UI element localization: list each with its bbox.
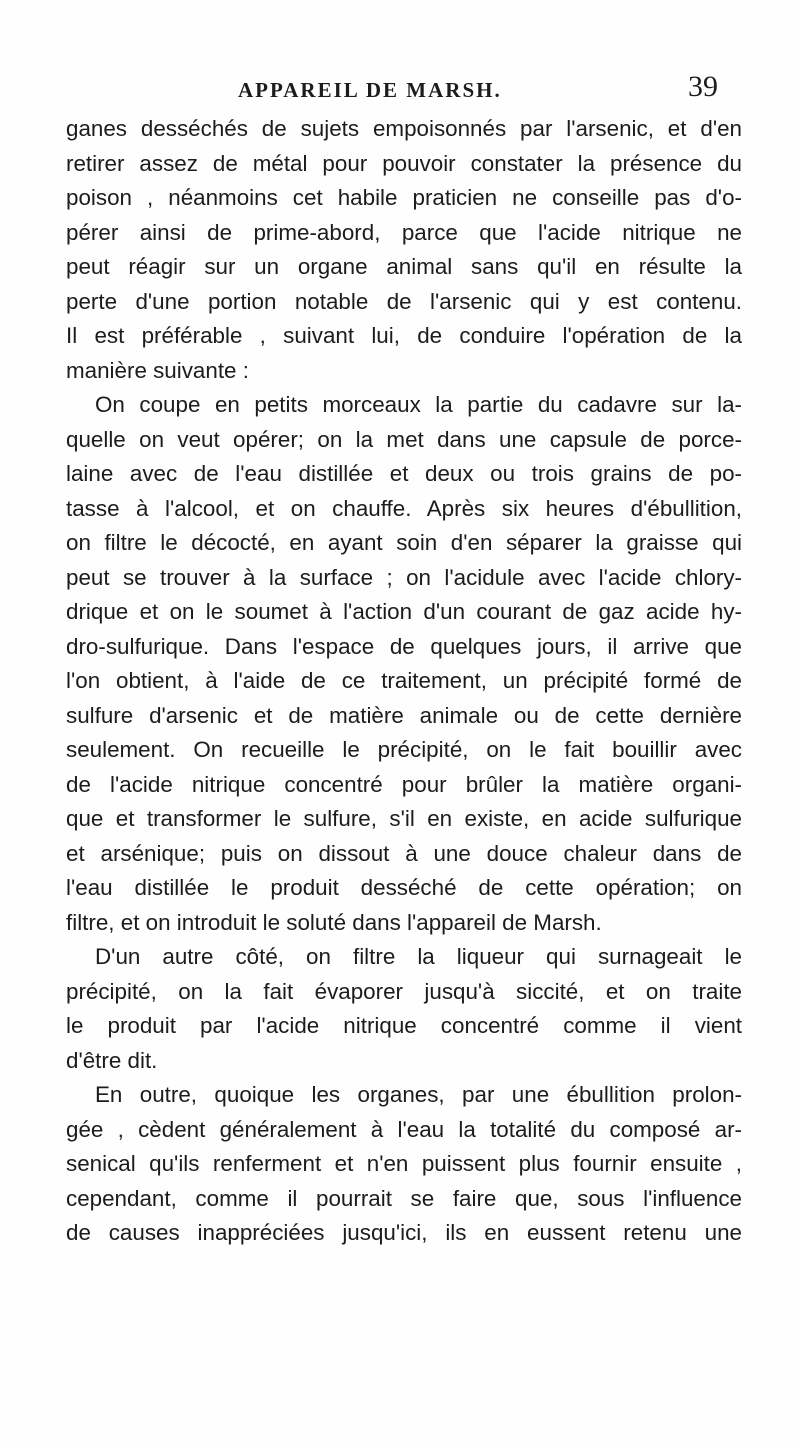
text-line: poison , néanmoins cet habile praticien ne conseille pas d'o- (66, 185, 742, 210)
text-line: peut se trouver à la surface ; on l'acidule avec l'acide chlory- (66, 564, 742, 590)
text-line: D'un autre côté, on filtre la liqueur qui surnageait le (95, 944, 742, 969)
text-line: pérer ainsi de prime-abord, parce que l'acide nitrique ne (66, 219, 742, 245)
text-line: l'eau distillée le produit desséché de cette opération; on (66, 875, 742, 900)
text-line: cependant, comme il pourrait se faire que, sous l'influence (66, 1185, 742, 1211)
body-text (66, 112, 742, 1251)
text-line: que et transformer le sulfure, s'il en existe, en acide sulfurique (66, 806, 742, 831)
text-line: dro-sulfurique. Dans l'espace de quelques jours, il arrive que (66, 633, 742, 659)
text-line: drique et on le soumet à l'action d'un courant de gaz acide hy- (66, 599, 742, 624)
text-line: gée , cèdent généralement à l'eau la totalité du composé ar- (66, 1116, 742, 1142)
text-line: En outre, quoique les organes, par une ébullition prolon- (95, 1082, 742, 1107)
text-line: le produit par l'acide nitrique concentré comme il vient (66, 1013, 742, 1038)
text-line: d'être dit. (66, 1047, 158, 1073)
text-line: On coupe en petits morceaux la partie du cadavre sur la- (95, 392, 742, 417)
text-line: manière suivante : (66, 357, 249, 383)
text-line: et arsénique; puis on dissout à une douce chaleur dans de (66, 840, 742, 866)
text-line: ganes desséchés de sujets empoisonnés par l'arsenic, et d'en (66, 116, 742, 141)
text-line: senical qu'ils renferment et n'en puissent plus fournir ensuite , (66, 1151, 742, 1176)
text-line: peut réagir sur un organe animal sans qu'il en résulte la (66, 254, 742, 279)
text-line: de l'acide nitrique concentré pour brûler la matière organi- (66, 771, 742, 797)
text-line: laine avec de l'eau distillée et deux ou trois grains de po- (66, 461, 742, 486)
text-line: sulfure d'arsenic et de matière animale ou de cette dernière (66, 702, 742, 728)
page-number: 39 (688, 70, 718, 103)
running-head: APPAREIL DE MARSH. (238, 78, 502, 102)
text-line: l'on obtient, à l'aide de ce traitement, un précipité formé de (66, 668, 742, 693)
text-line: filtre, et on introduit le soluté dans l'appareil de Marsh. (66, 909, 602, 935)
text-line: perte d'une portion notable de l'arsenic qui y est contenu. (66, 288, 742, 314)
text-line: seulement. On recueille le précipité, on le fait bouillir avec (66, 737, 742, 762)
text-line: Il est préférable , suivant lui, de conduire l'opération de la (66, 323, 742, 348)
text-line: quelle on veut opérer; on la met dans une capsule de porce- (66, 426, 742, 452)
text-line: retirer assez de métal pour pouvoir constater la présence du (66, 150, 742, 176)
text-line: précipité, on la fait évaporer jusqu'à siccité, et on traite (66, 978, 742, 1004)
text-line: on filtre le décocté, en ayant soin d'en séparer la graisse qui (66, 530, 742, 555)
text-line: de causes inappréciées jusqu'ici, ils en eussent retenu une (66, 1220, 742, 1245)
text-line: tasse à l'alcool, et on chauffe. Après six heures d'ébullition, (66, 495, 742, 521)
